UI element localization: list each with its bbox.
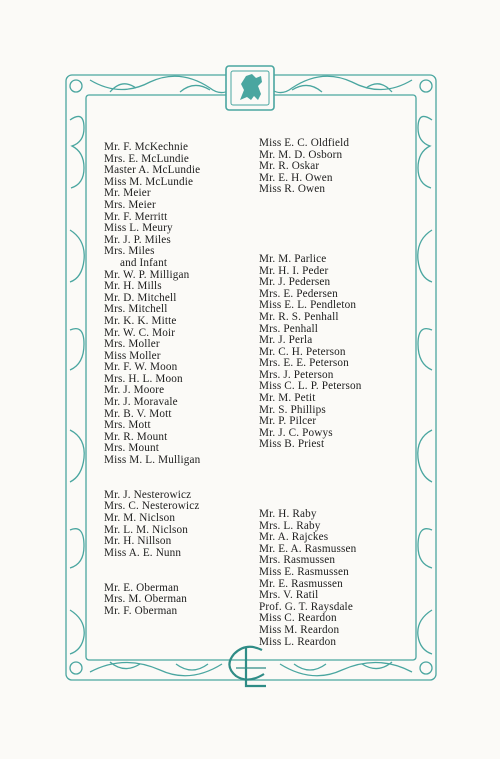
passenger-name: Mr. H. Raby: [259, 508, 317, 520]
passenger-name: Miss R. Owen: [259, 183, 326, 196]
passenger-name: Mr. R. Mount: [104, 430, 168, 443]
passenger-name: Mr. S. Phillips: [259, 403, 326, 416]
passenger-name: Mrs. Meier: [104, 198, 156, 211]
passenger-name: Mrs. Mott: [104, 419, 151, 432]
passenger-name: Mr. A. Rajckes: [259, 531, 329, 544]
passenger-name: Mr. E. H. Owen: [259, 171, 333, 184]
passenger-name: Miss Moller: [104, 349, 161, 362]
passenger-name: Mr. E. Oberman: [104, 581, 179, 594]
passenger-name: Master A. McLundie: [104, 164, 201, 177]
passenger-name: Mr. J. C. Powys: [259, 426, 333, 439]
passenger-name: Mrs. C. Nesterowicz: [104, 500, 200, 513]
name-group-r: [259, 509, 361, 648]
passenger-name: Mr. F. W. Moon: [104, 361, 178, 374]
passenger-name: Mr. L. M. Niclson: [104, 523, 188, 536]
name-group-p: [259, 254, 361, 451]
passenger-name: Mrs. Penhall: [259, 322, 318, 335]
passenger-name: Mrs. Mitchell: [104, 303, 168, 316]
passenger-name: Mr. H. I. Peder: [259, 264, 329, 277]
group-spacer: [259, 451, 361, 474]
passenger-name: Miss M. L. Mulligan: [104, 454, 201, 467]
passenger-name: Miss B. Priest: [259, 438, 325, 451]
passenger-name: Mrs. H. L. Moon: [104, 372, 183, 385]
passenger-name: Miss L. Meury: [104, 222, 173, 235]
passenger-name: Miss L. Reardon: [259, 635, 337, 648]
passenger-name: Mr. H. Mills: [104, 280, 162, 293]
passenger-name: Mr. C. H. Peterson: [259, 345, 346, 358]
passenger-name: Mr. R. S. Penhall: [259, 310, 339, 323]
name-group-o: [259, 138, 361, 196]
passenger-name: Miss M. Reardon: [259, 623, 340, 636]
passenger-name: Mrs. Rasmussen: [259, 554, 336, 567]
passenger-name: Mr. J. Perla: [259, 334, 313, 347]
passenger-name: Mr. J. P. Miles: [104, 233, 171, 246]
passenger-name: Mrs. Moller: [104, 338, 160, 351]
passenger-name: Mrs. Miles: [104, 245, 155, 258]
name-group-m: [104, 142, 200, 467]
group-spacer: [104, 559, 200, 582]
passenger-name: Mrs. Mount: [104, 442, 159, 455]
passenger-name: Mr. F. Oberman: [104, 604, 178, 617]
passenger-name: Mr. M. Niclson: [104, 512, 176, 524]
passenger-name: Mrs. M. Oberman: [104, 593, 188, 606]
passenger-name: Miss E. L. Pendleton: [259, 299, 357, 312]
passenger-column-right: [259, 138, 361, 648]
passenger-name: Mr. R. Oskar: [259, 160, 320, 173]
group-spacer: [259, 474, 361, 486]
passenger-name: Mr. J. Moore: [104, 384, 165, 397]
passenger-name: Mr. H. Nillson: [104, 535, 172, 548]
passenger-name: Mr. D. Mitchell: [104, 291, 177, 304]
passenger-name: Mrs. L. Raby: [259, 519, 321, 532]
name-group-n: [104, 490, 200, 560]
passenger-name: Miss C. Reardon: [259, 612, 337, 625]
passenger-name: Mr. E. A. Rasmussen: [259, 542, 357, 555]
passenger-name: Miss C. L. P. Peterson: [259, 380, 362, 393]
passenger-name: Mrs. V. Ratil: [259, 589, 319, 602]
passenger-name: Mr. J. Pedersen: [259, 276, 331, 289]
passenger-name: Mrs. J. Peterson: [259, 368, 334, 381]
passenger-name: Mr. J. Moravale: [104, 396, 178, 409]
passenger-column-left: [104, 142, 200, 617]
passenger-name: Mr. E. Rasmussen: [259, 577, 343, 590]
passenger-name: Mr. M. D. Osborn: [259, 148, 343, 161]
passenger-name: Miss E. Rasmussen: [259, 565, 349, 578]
passenger-name: Mr. M. Petit: [259, 392, 316, 405]
group-spacer: [259, 196, 361, 219]
passenger-name: Miss E. C. Oldfield: [259, 137, 350, 149]
passenger-name: Mr. J. Nesterowicz: [104, 488, 192, 501]
passenger-name: Mr. B. V. Mott: [104, 407, 172, 420]
passenger-name: Mr. F. Merritt: [104, 210, 168, 223]
passenger-name: Miss A. E. Nunn: [104, 546, 182, 559]
group-spacer: [259, 231, 361, 254]
passenger-name: Mr. F. McKechnie: [104, 141, 189, 153]
passenger-name: Mrs. E. Pedersen: [259, 287, 338, 300]
passenger-name: Mr. W. C. Moir: [104, 326, 176, 339]
group-spacer: [259, 486, 361, 509]
passenger-name: Mr. Meier: [104, 187, 151, 200]
passenger-name: Mr. K. K. Mitte: [104, 314, 177, 327]
passenger-name: Miss M. McLundie: [104, 175, 194, 188]
passenger-name: Mr. M. Parlice: [259, 252, 327, 265]
passenger-name: Mr. P. Pilcer: [259, 415, 317, 428]
passenger-name: Mrs. E. McLundie: [104, 152, 190, 165]
passenger-name-continuation: and Infant: [120, 256, 168, 269]
passenger-name: Mrs. E. E. Peterson: [259, 357, 349, 370]
group-spacer: [259, 219, 361, 231]
group-spacer: [104, 467, 200, 490]
lion-rampant-crest-icon: [226, 66, 274, 110]
name-group-o: [104, 583, 200, 618]
passenger-name: Prof. G. T. Raysdale: [259, 600, 353, 613]
passenger-name: Mr. W. P. Milligan: [104, 268, 190, 281]
